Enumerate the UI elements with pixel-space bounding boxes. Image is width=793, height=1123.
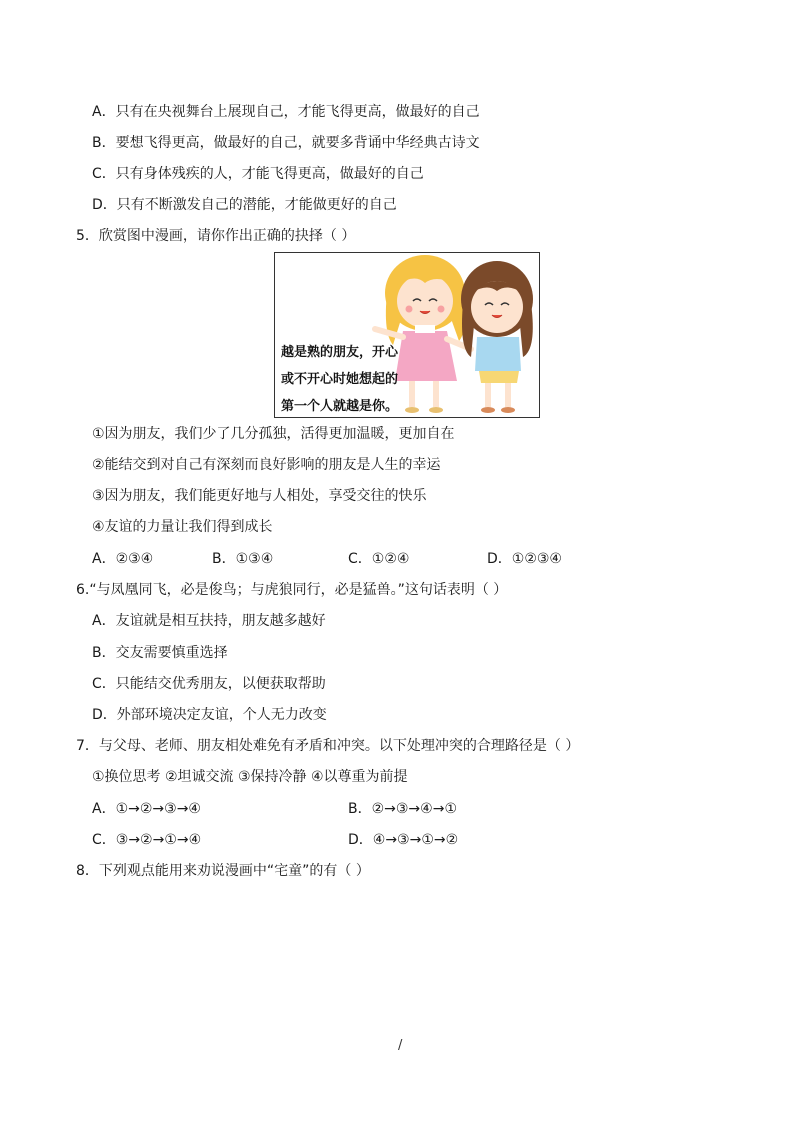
q5-stem: 5．欣赏图中漫画，请你作出正确的抉择（ ） xyxy=(76,228,356,244)
q7-choice-c: C．③→②→①→④ xyxy=(92,832,202,848)
q5-statement-2: ②能结交到对自己有深刻而良好影响的朋友是人生的幸运 xyxy=(92,457,441,473)
q5-statement-1: ①因为朋友，我们少了几分孤独，活得更加温暖，更加自在 xyxy=(92,426,455,442)
q6-option-c: C．只能结交优秀朋友，以便获取帮助 xyxy=(92,676,326,692)
q4-option-c: C．只有身体残疾的人，才能飞得更高，做最好的自己 xyxy=(92,166,424,182)
q6-option-d: D．外部环境决定友谊，个人无力改变 xyxy=(92,707,327,723)
q7-choice-b: B．②→③→④→① xyxy=(348,801,457,817)
q5-choice-c: C．①②④ xyxy=(348,551,410,567)
q4-option-d: D．只有不断激发自己的潜能，才能做更好的自己 xyxy=(92,197,397,213)
q5-statement-3: ③因为朋友，我们能更好地与人相处，享受交往的快乐 xyxy=(92,488,427,504)
cartoon-caption-line-2: 或不开心时她想起的 xyxy=(281,372,399,387)
q5-choice-a: A．②③④ xyxy=(92,551,154,567)
q8-stem: 8．下列观点能用来劝说漫画中“宅童”的有（ ） xyxy=(76,863,370,879)
cartoon-caption-line-3: 第一个人就越是你。 xyxy=(281,399,399,414)
page-number: / xyxy=(398,1038,403,1053)
friendship-cartoon xyxy=(274,252,540,418)
two-girls-illustration xyxy=(275,253,540,418)
q4-option-b: B．要想飞得更高，做最好的自己，就要多背诵中华经典古诗文 xyxy=(92,135,480,151)
q4-option-a: A．只有在央视舞台上展现自己，才能飞得更高，做最好的自己 xyxy=(92,104,480,120)
q7-choice-d: D．④→③→①→② xyxy=(348,832,459,848)
q6-option-a: A．友谊就是相互扶持，朋友越多越好 xyxy=(92,613,326,629)
q5-choice-b: B．①③④ xyxy=(212,551,274,567)
q7-steps: ①换位思考 ②坦诚交流 ③保持冷静 ④以尊重为前提 xyxy=(92,769,408,785)
cartoon-caption-line-1: 越是熟的朋友，开心 xyxy=(281,345,399,360)
q6-stem: 6.“与凤凰同飞，必是俊鸟；与虎狼同行，必是猛兽。”这句话表明（ ） xyxy=(76,582,508,598)
q7-stem: 7．与父母、老师、朋友相处难免有矛盾和冲突。以下处理冲突的合理路径是（ ） xyxy=(76,738,580,754)
q5-statement-4: ④友谊的力量让我们得到成长 xyxy=(92,519,273,535)
q7-choice-a: A．①→②→③→④ xyxy=(92,801,201,817)
q6-option-b: B．交友需要慎重选择 xyxy=(92,645,228,661)
q5-choice-d: D．①②③④ xyxy=(487,551,562,567)
